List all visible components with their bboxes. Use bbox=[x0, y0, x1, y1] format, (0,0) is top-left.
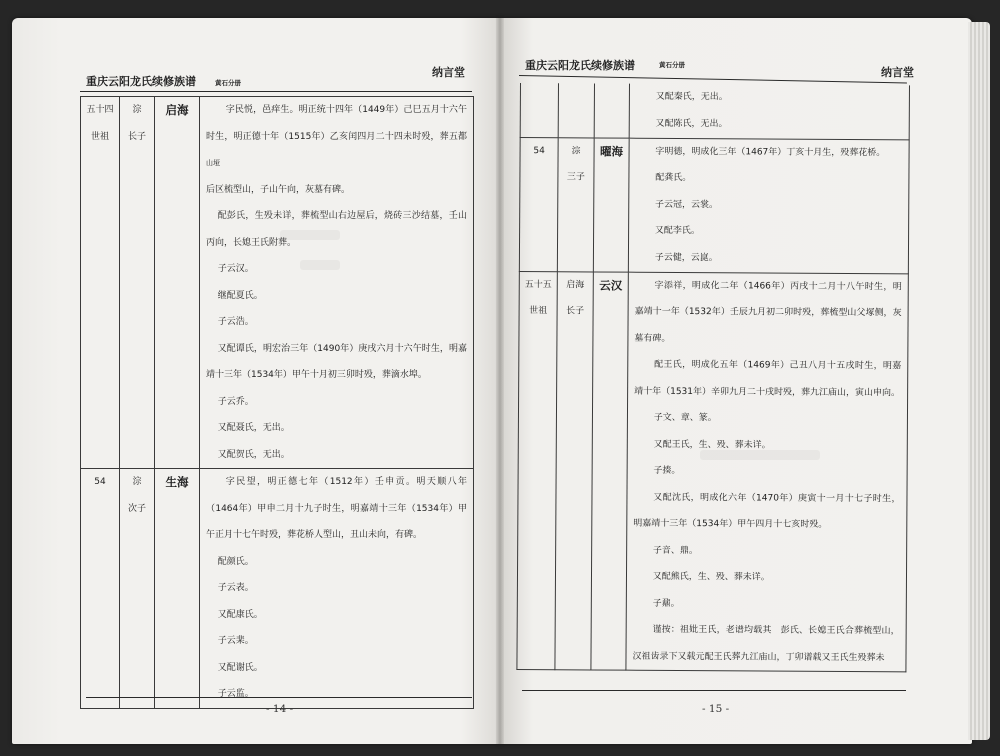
table-row bbox=[519, 137, 909, 273]
table-row bbox=[81, 469, 474, 709]
birth-order: 次子 bbox=[127, 503, 146, 514]
generation-label: 54 bbox=[533, 145, 545, 156]
left-page-number: - 14 - bbox=[266, 703, 294, 715]
father-cell bbox=[555, 271, 593, 670]
bio-line: 字明德，明成化三年（1467年）丁亥十月生，殁葬花桥。 bbox=[655, 146, 886, 158]
person-name-cell bbox=[593, 137, 629, 271]
bio-line: 又配熊氏，生、殁、葬未详。 bbox=[652, 571, 770, 583]
generation-cell bbox=[517, 271, 557, 670]
bio-line: 字添祥，明成化二年（1466年）丙戌十二月十八午时生，明嘉靖十一年（1532年）壬辰九月初二卯时殁，葬梳型山父塚侧，灰墓有碑。 bbox=[634, 280, 902, 344]
birth-order: 三子 bbox=[566, 172, 585, 183]
bio-line: 子云浩。 bbox=[217, 317, 254, 327]
father-cell bbox=[558, 83, 594, 137]
bio-line: 子云棐。 bbox=[217, 636, 254, 646]
generation-label: 五十五 bbox=[524, 279, 552, 290]
person-name-cell bbox=[591, 271, 628, 670]
table-row bbox=[520, 83, 909, 139]
father-name: 淙 bbox=[571, 145, 581, 156]
generation-label: 世祖 bbox=[529, 306, 548, 317]
person-name: 启海 bbox=[165, 103, 189, 117]
bio-line: 又配谭氏，明宏治三年（1490年）庚戌六月十六午时生，明嘉靖十三年（1534年）甲午十月初三卯时殁，葬滴水埠。 bbox=[206, 343, 467, 380]
bio-line: 又配谢氏。 bbox=[217, 662, 263, 673]
left-header-title: 重庆云阳龙氏续修族谱 bbox=[86, 75, 196, 88]
right-footer-rule bbox=[522, 690, 906, 691]
bio-line: 配龚氏。 bbox=[655, 172, 692, 184]
bio-line: 又配贺氏，无出。 bbox=[217, 449, 290, 460]
bio-line: 又配康氏。 bbox=[217, 609, 263, 620]
father-name: 启海 bbox=[566, 279, 585, 290]
bio-line: 又配秦氏，无出。 bbox=[655, 91, 728, 103]
father-cell bbox=[120, 97, 155, 469]
bio-line: 又配王氏，生、殁、葬未详。 bbox=[653, 439, 771, 451]
generation-cell bbox=[81, 97, 120, 469]
bio-line: 子云监。 bbox=[217, 689, 254, 699]
bio-line: 配彭氏，生殁未详，葬梳型山右边屋后，烧砖三沙结墓，壬山丙向，长媳王氏附葬。 bbox=[206, 211, 467, 248]
person-name: 生海 bbox=[165, 475, 189, 489]
bio-line: 字民望，明正德七年（1512年）壬申贡。明天顺八年（1464年）甲申二月十九子时生，明嘉靖十三年（1534年）甲午正月十七午时殁，葬花桥人型山，丑山未向，有碑。 bbox=[206, 477, 467, 540]
generation-cell bbox=[519, 137, 558, 271]
father-name: 淙 bbox=[132, 477, 142, 487]
right-header-sub: 黄石分册 bbox=[659, 61, 685, 69]
bio-line: 继配夏氏。 bbox=[217, 290, 263, 301]
bio-line: 配王氏，明成化五年（1469年）己丑八月十五戌时生，明嘉靖十年（1531年）辛卯九月二十戌时殁，葬九江庙山，寅山申向。 bbox=[634, 359, 902, 398]
bio-line: 配颜氏。 bbox=[217, 556, 254, 567]
bio-line: 子云表。 bbox=[217, 583, 254, 593]
person-name: 云汉 bbox=[599, 277, 623, 293]
left-genealogy-table bbox=[80, 96, 474, 709]
bio-line: 又配沈氏，明成化六年（1470年）庚寅十一月十七子时生，明嘉靖十三年（1534年）甲午四月十七亥时殁。 bbox=[633, 492, 901, 530]
bio-line: 子云乔。 bbox=[217, 396, 254, 407]
person-name-cell bbox=[155, 469, 200, 709]
bio-line: 又配李氏。 bbox=[654, 225, 700, 237]
bio-line: 字民悦，邑痒生。明正统十四年（1449年）己巳五月十六午时生，明正德十年（1515年）乙亥闰四月二十四未时殁，葬五都山垭 bbox=[206, 105, 467, 167]
biography-cell bbox=[200, 469, 474, 709]
generation-label: 世祖 bbox=[90, 131, 109, 142]
bio-line: 子文、章、篆。 bbox=[653, 412, 717, 424]
bio-line: 谨按：祖妣王氏，老谱均载其 彭氏、长媳王氏合葬梳型山，汉祖齿录下又载元配王氏葬九江庙山，丁卯谱载又王氏生殁葬未 bbox=[632, 624, 900, 663]
left-header-sub: 黄石分册 bbox=[215, 79, 241, 87]
book-spine bbox=[496, 18, 504, 744]
bio-line: 后区梳型山，子山午向，灰墓有碑。 bbox=[206, 184, 351, 195]
bio-line: 子鼐。 bbox=[652, 598, 680, 609]
biography-cell bbox=[200, 97, 474, 469]
left-footer-rule bbox=[86, 697, 472, 698]
biography-cell bbox=[629, 84, 909, 140]
father-cell bbox=[557, 137, 594, 271]
person-name-cell bbox=[155, 97, 200, 469]
person-name: 曜海 bbox=[600, 143, 624, 159]
right-header-title: 重庆云阳龙氏续修族谱 bbox=[525, 59, 635, 72]
birth-order: 长子 bbox=[127, 131, 146, 142]
bio-line: 子云健，云崑。 bbox=[654, 252, 718, 263]
bio-line: 子云冠，云裳。 bbox=[655, 199, 719, 210]
bio-line: 又配陈氏，无出。 bbox=[655, 118, 728, 129]
generation-cell bbox=[520, 83, 558, 137]
generation-cell bbox=[81, 469, 120, 709]
bio-line: 子云汉。 bbox=[217, 264, 254, 274]
table-row bbox=[81, 97, 474, 469]
generation-label: 五十四 bbox=[86, 105, 114, 115]
right-page-number: - 15 - bbox=[702, 703, 730, 715]
table-row bbox=[517, 271, 908, 672]
bio-line: 又配聂氏，无出。 bbox=[217, 423, 290, 433]
left-header-hall: 纳言堂 bbox=[432, 66, 465, 79]
biography-cell bbox=[628, 138, 909, 274]
right-header-hall: 纳言堂 bbox=[881, 66, 914, 79]
father-name: 淙 bbox=[132, 105, 142, 115]
bio-line: 子揍。 bbox=[653, 465, 681, 476]
left-header-rule bbox=[80, 91, 472, 92]
birth-order: 长子 bbox=[566, 306, 585, 317]
generation-label: 54 bbox=[94, 477, 106, 487]
bio-line: 子音、鼎。 bbox=[652, 545, 698, 556]
right-genealogy-table bbox=[516, 83, 910, 672]
biography-cell bbox=[626, 272, 908, 672]
person-name-cell bbox=[594, 83, 629, 137]
page-edges bbox=[968, 22, 990, 740]
father-cell bbox=[120, 469, 155, 709]
